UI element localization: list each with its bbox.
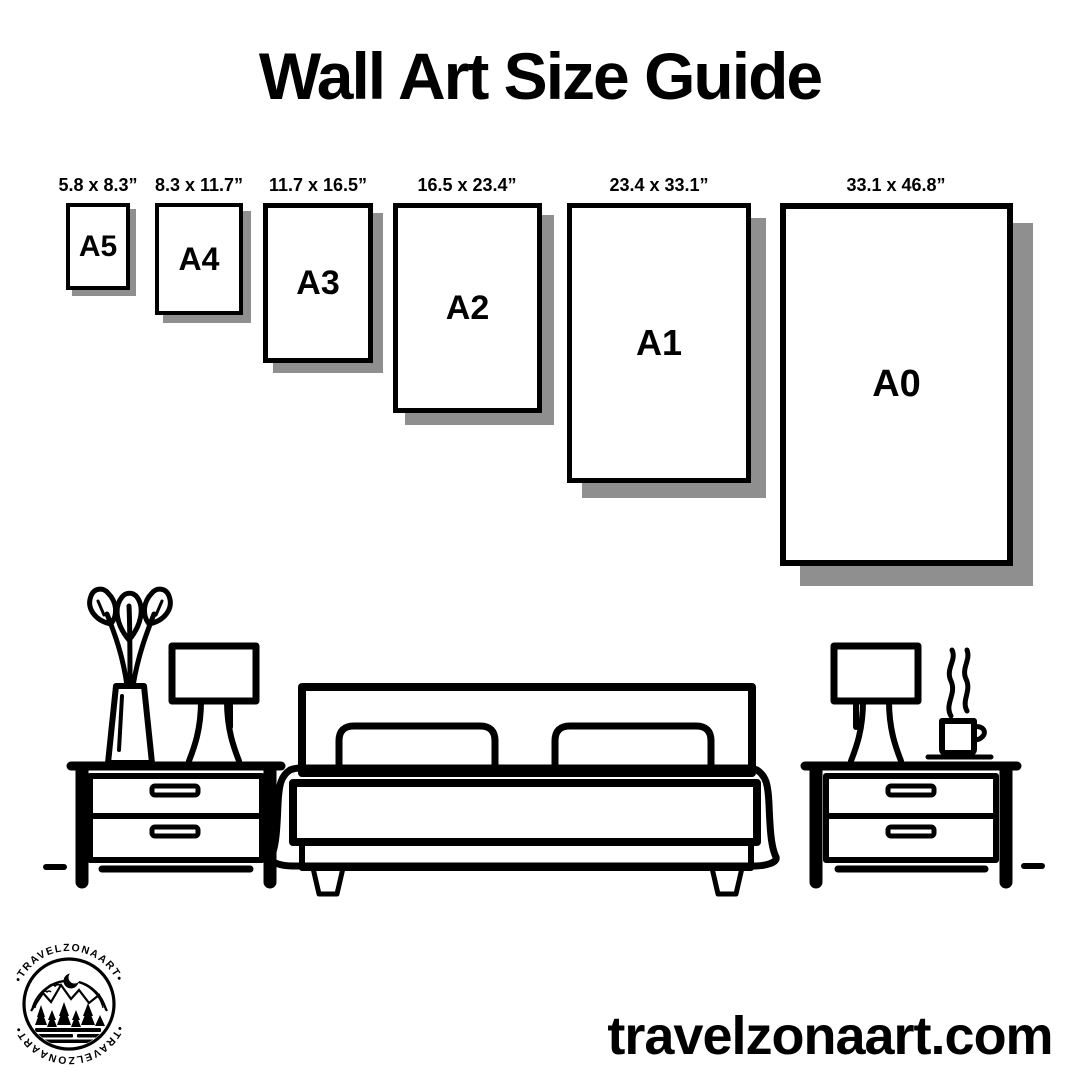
- bedroom-scene: [0, 580, 1080, 900]
- logo-landscape: [31, 972, 107, 1044]
- brand-logo: [5, 935, 135, 1065]
- plant-vase-icon: [90, 589, 171, 763]
- website-url: travelzonaart.com: [607, 1006, 1053, 1066]
- nightstand-right-icon: [805, 766, 1017, 882]
- size-label-a5: 5.8 x 8.3”: [58, 175, 138, 195]
- table-lamp-left-icon: [172, 646, 256, 761]
- logo-text-bottom: •TRAVELZONAART•: [12, 1023, 126, 1065]
- nightstand-left-icon: [71, 766, 281, 882]
- double-bed-icon: [271, 687, 776, 894]
- mountains-icon: [31, 985, 107, 1011]
- size-frame-a5: A5: [66, 203, 130, 290]
- size-frame-a0: A0: [780, 203, 1013, 566]
- bird-icon: [43, 991, 51, 992]
- size-frame-a2: A2: [393, 203, 542, 413]
- size-label-a3: 11.7 x 16.5”: [268, 175, 368, 195]
- size-label-a2: 16.5 x 23.4”: [417, 175, 517, 195]
- size-frame-a1: A1: [567, 203, 751, 483]
- size-label-a1: 23.4 x 33.1”: [609, 175, 709, 195]
- size-label-a4: 8.3 x 11.7”: [154, 175, 244, 195]
- size-label-a0: 33.1 x 46.8”: [846, 175, 946, 195]
- table-lamp-right-icon: [834, 646, 918, 761]
- size-frame-a3: A3: [263, 203, 373, 363]
- pine-trees-icon: [35, 1002, 105, 1027]
- coffee-cup-icon: [928, 650, 991, 757]
- page-title: Wall Art Size Guide: [258, 39, 822, 113]
- logo-text-top: •TRAVELZONAART•: [12, 941, 126, 985]
- size-frame-a4: A4: [155, 203, 243, 315]
